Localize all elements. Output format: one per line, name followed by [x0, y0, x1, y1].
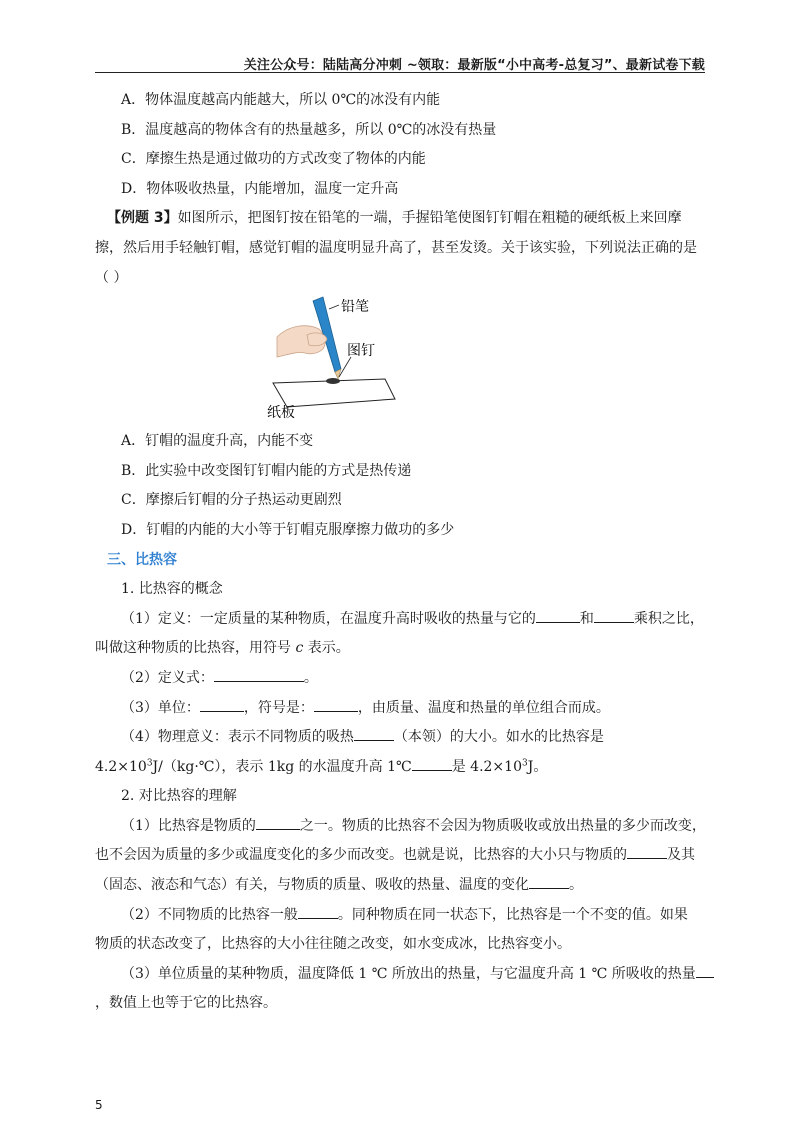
option-ex3-a: A．钉帽的温度升高，内能不变 — [121, 433, 314, 450]
blank-u1-2 — [627, 844, 667, 859]
option-prev-a: A．物体温度越高内能越大，所以 0℃的冰没有内能 — [121, 92, 441, 108]
label-pin: 图钉 — [347, 343, 375, 360]
example3-tag: 【例题 3】 — [107, 210, 178, 227]
page-number: 5 — [95, 1098, 103, 1112]
definition-and: 和 — [579, 610, 594, 627]
blank-meaning — [354, 726, 394, 741]
understanding3-line2: ，数值上也等于它的比热容。 — [95, 995, 277, 1012]
water-line — [95, 753, 705, 783]
definition-text-c1: 叫做这种物质的比热容，用符号 — [95, 640, 296, 657]
pencil-leader-line — [329, 305, 339, 309]
u3-text-a: （3）单位质量的某种物质，温度降低 1 ℃ 所放出的热量，与它温度升高 1 ℃ 所吸收的热量 — [121, 965, 696, 982]
blank-u1-1 — [256, 815, 300, 830]
u1-text-c: 也不会因为质量的多少或温度变化的多少而改变。也就是说，比热容的大小只与物质的 — [95, 847, 627, 864]
understanding3-line1 — [95, 960, 705, 990]
definition-text-c2: 表示。 — [303, 640, 350, 657]
section3-sub1: 1. 比热容的概念 — [121, 581, 223, 598]
symbol-c: c — [295, 640, 304, 657]
option-prev-b: B．温度越高的物体含有的热量越多，所以 0℃的冰没有热量 — [121, 121, 497, 138]
blank-u3 — [696, 963, 714, 978]
blank-water — [412, 756, 452, 771]
option-ex3-d: D．钉帽的内能的大小等于钉帽克服摩擦力做功的多少 — [121, 521, 455, 538]
u1-text-a: （1）比热容是物质的 — [121, 817, 256, 834]
water-text-b: J/（kg·℃），表示 1kg 的水温度升高 1℃ — [152, 758, 412, 775]
blank-u1-3 — [529, 874, 569, 889]
u1-text-b: 之一。物质的比热容不会因为物质吸收或放出热量的多少而改变， — [299, 817, 706, 834]
blank-1 — [536, 608, 580, 623]
option-ex3-b: B．此实验中改变图钉钉帽内能的方式是热传递 — [121, 462, 412, 479]
unit-line — [95, 694, 705, 724]
water-text-c: 是 4.2×10 — [451, 758, 522, 775]
u1-text-f: 。 — [569, 877, 583, 894]
water-exp: 3 — [146, 758, 153, 769]
unit-text-b: ，符号是： — [243, 699, 314, 716]
example3-line2: 擦，然后用手轻触钉帽，感觉钉帽的温度明显升高了，甚至发烫。关于该实验，下列说法正确的是 — [95, 239, 697, 256]
example3-text1: 如图所示，把图钉按在铅笔的一端，手握铅笔使图钉钉帽在粗糙的硬纸板上来回摩 — [177, 210, 682, 227]
header-divider — [95, 72, 705, 73]
definition-text-b: 乘积之比， — [633, 610, 704, 627]
pencil-pin-figure — [95, 295, 705, 423]
understanding1-line3 — [95, 871, 705, 901]
label-pencil: 铅笔 — [341, 299, 369, 316]
u2-text-a: （2）不同物质的比热容一般 — [121, 906, 298, 923]
option-prev-d: D．物体吸收热量，内能增加，温度一定升高 — [121, 180, 399, 197]
meaning-line — [95, 723, 705, 753]
understanding1-line1 — [95, 812, 705, 842]
water-text-a: 4.2×10 — [95, 758, 147, 775]
definition-text-a: （1）定义：一定质量的某种物质，在温度升高时吸收的热量与它的 — [121, 610, 536, 627]
u1-text-e: （固态、液态和气态）有关，与物质的质量、吸收的热量、温度的变化 — [95, 877, 529, 894]
meaning-text-a: （4）物理意义：表示不同物质的吸热 — [121, 729, 354, 746]
blank-formula — [214, 667, 304, 682]
meaning-text-b: （本领）的大小。如水的比热容是 — [393, 729, 604, 746]
water-text-d: J。 — [527, 758, 548, 775]
understanding1-line2 — [95, 841, 705, 871]
formula-line — [95, 664, 705, 694]
page-content — [95, 86, 705, 1019]
understanding2-line2: 物质的状态改变了，比热容的大小往往随之改变，如水变成冰，比热容变小。 — [95, 936, 571, 953]
water-exp2: 3 — [521, 758, 528, 769]
unit-text-a: （3）单位： — [121, 699, 200, 716]
blank-2 — [594, 608, 634, 623]
blank-unit — [200, 697, 244, 712]
blank-symbol — [314, 697, 358, 712]
pencil-figure-illustration — [267, 295, 407, 421]
option-ex3-c: C．摩擦后钉帽的分子热运动更剧烈 — [121, 492, 342, 509]
page-header: 关注公众号：陆陆高分冲刺 ~领取：最新版“小中高考-总复习”、最新试卷下载 — [243, 58, 705, 73]
unit-text-c: ，由质量、温度和热量的单位组合而成。 — [357, 699, 610, 716]
section3-title: 三、比热容 — [107, 551, 177, 568]
example3-line3: （ ） — [95, 269, 128, 286]
u2-text-b: 。同种物质在同一状态下，比热容是一个不变的值。如果 — [337, 906, 688, 923]
understanding2-line1 — [95, 901, 705, 931]
blank-u2 — [298, 904, 338, 919]
label-board: 纸板 — [267, 405, 295, 422]
section3-sub2: 2. 对比热容的理解 — [121, 788, 237, 805]
definition-line2 — [95, 634, 705, 664]
formula-text-a: （2）定义式： — [121, 669, 214, 686]
u1-text-d: 及其 — [667, 847, 695, 864]
example3-line1 — [95, 204, 705, 234]
definition-line1 — [95, 605, 705, 635]
option-prev-c: C．摩擦生热是通过做功的方式改变了物体的内能 — [121, 151, 426, 168]
formula-text-b: 。 — [303, 669, 318, 686]
